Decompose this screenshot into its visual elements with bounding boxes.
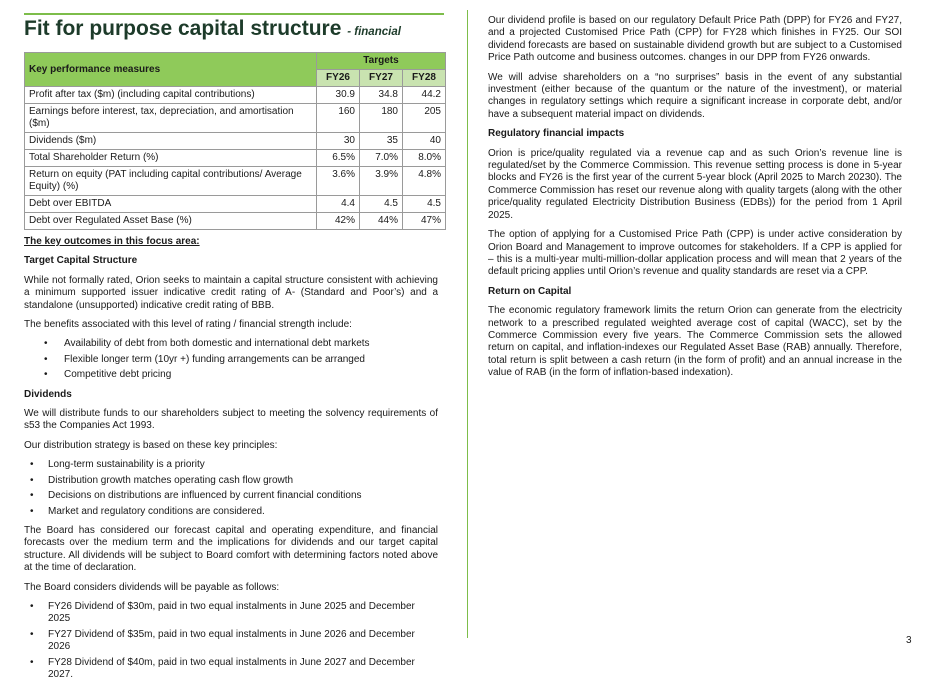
- cell-value: 42%: [317, 213, 360, 230]
- header-year: FY28: [403, 70, 446, 87]
- key-outcomes-heading: The key outcomes in this focus area:: [24, 236, 200, 247]
- cell-value: 8.0%: [403, 150, 446, 167]
- cell-value: 205: [403, 104, 446, 133]
- cell-value: 4.4: [317, 196, 360, 213]
- paragraph: While not formally rated, Orion seeks to maintain a capital structure consistent with achieving a minimum supported issuer indicative credit rating of A- (Standard and Poor’s) and a standalone (unsupported) indicative credit rating of BBB.: [24, 274, 438, 311]
- page-title: [24, 17, 401, 41]
- list-item: • Decisions on distributions are influenced by current financial conditions: [24, 490, 438, 502]
- row-label: Profit after tax ($m) (including capital contributions): [25, 87, 317, 104]
- header-measures: Key performance measures: [25, 53, 317, 87]
- cell-value: 4.8%: [403, 167, 446, 196]
- list-item: • FY26 Dividend of $30m, paid in two equal instalments in June 2025 and December 2025: [24, 601, 438, 626]
- header-targets: Targets: [317, 53, 446, 70]
- cell-value: 30.9: [317, 87, 360, 104]
- row-label: Total Shareholder Return (%): [25, 150, 317, 167]
- row-label: Earnings before interest, tax, depreciation, and amortisation ($m): [25, 104, 317, 133]
- table-row: [25, 150, 446, 167]
- benefits-list: [24, 338, 438, 381]
- cell-value: 4.5: [403, 196, 446, 213]
- row-label: Debt over EBITDA: [25, 196, 317, 213]
- cell-value: 44.2: [403, 87, 446, 104]
- kpi-table: [24, 52, 446, 230]
- table-row: [25, 167, 446, 196]
- section-heading: Return on Capital: [488, 285, 572, 297]
- cell-value: 3.9%: [360, 167, 403, 196]
- section-heading: Regulatory financial impacts: [488, 128, 625, 140]
- paragraph: Orion is price/quality regulated via a revenue cap and as such Orion’s revenue line is regulated/set by the Commerce Commission. This revenue setting process is done in 5-year blocks and FY26 is the first year of the current 5-year block (April 2025 to March 20230). The Commerce Commission has reset our revenue along with quality targets (along with the other price/quality regulated Electricity Distribution Business (EDBs)) for the period from 1 April 2025.: [488, 147, 902, 221]
- title-subtitle: - financial: [347, 26, 401, 38]
- table-row: [25, 104, 446, 133]
- header-year: FY27: [360, 70, 403, 87]
- paragraph: The Board has considered our forecast capital and operating expenditure, and financial forecasts over the medium term and the implications for dividends and our target capital structure. All dividends will be subject to Board comfort with determining factors noted above at the time of declaration.: [24, 524, 438, 574]
- row-label: Dividends ($m): [25, 133, 317, 150]
- list-item: • Flexible longer term (10yr +) funding arrangements can be arranged: [24, 354, 438, 366]
- paragraph: The economic regulatory framework limits the return Orion can generate from the electricity network to a prescribed regulated weighted average cost of capital (WACC), set by the Commerce Commission every five years. The Commerce Commission sets the allowed return on capital, and inflation-indexes our Regulated Asset Base (RAB) annually. Therefore, total return is split between a cash return (in the form of profit) and an annual increase in the value of RAB (in the form of inflation-based indexation).: [488, 305, 902, 379]
- paragraph: The Board considers dividends will be payable as follows:: [24, 581, 280, 593]
- dividends-list: [24, 601, 438, 681]
- paragraph: We will distribute funds to our shareholders subject to meeting the solvency requirements of s53 the Companies Act 1993.: [24, 408, 438, 432]
- principles-list: [24, 459, 438, 518]
- list-item: • FY28 Dividend of $40m, paid in two equal instalments in June 2027 and December 2027.: [24, 657, 438, 682]
- list-item: • FY27 Dividend of $35m, paid in two equal instalments in June 2026 and December 2026: [24, 629, 438, 654]
- header-year: FY26: [317, 70, 360, 87]
- table-row: [25, 196, 446, 213]
- row-label: Debt over Regulated Asset Base (%): [25, 213, 317, 230]
- table-header-row: [25, 53, 446, 70]
- cell-value: 30: [317, 133, 360, 150]
- cell-value: 47%: [403, 213, 446, 230]
- list-item: • Market and regulatory conditions are considered.: [24, 506, 438, 518]
- paragraph: Our dividend profile is based on our regulatory Default Price Path (DPP) for FY26 and FY27, and a projected Customised Price Path (CPP) for FY28 which finishes in FY25. Our SOI dividend forecasts are based on sustainable dividend growth but are subject to a Customised Price Path outcome and business outcomes. changes in our DPP from FY26 onwards.: [488, 15, 902, 64]
- table-row: [25, 87, 446, 104]
- row-label: Return on equity (PAT including capital contributions/ Average Equity) (%): [25, 167, 317, 196]
- cell-value: 4.5: [360, 196, 403, 213]
- cell-value: 40: [403, 133, 446, 150]
- paragraph: We will advise shareholders on a “no surprises” basis in the event of any substantial investment (either because of the quantum or the nature of the investment), or material changes in regulatory settings which require a significant increase in corporate debt, and/or have a subsequent material impact on dividends.: [488, 71, 902, 120]
- list-item: • Long-term sustainability is a priority: [24, 459, 438, 471]
- right-column: [488, 15, 902, 387]
- table-row: [25, 213, 446, 230]
- section-heading: Dividends: [24, 388, 72, 400]
- cell-value: 3.6%: [317, 167, 360, 196]
- paragraph: The option of applying for a Customised Price Path (CPP) is under active consideration by Orion Board and Management to improve outcomes for stakeholders. If a CPP is applied for – this is a multi-year multi-million-dollar application process and will mean that 2 years of the default pricing applies until Orion’s revenue and quality standards are reset via a CPP.: [488, 229, 902, 278]
- column-divider: [467, 10, 468, 638]
- table-row: [25, 133, 446, 150]
- section-heading: Target Capital Structure: [24, 255, 138, 267]
- cell-value: 180: [360, 104, 403, 133]
- cell-value: 35: [360, 133, 403, 150]
- left-column: [24, 236, 438, 688]
- list-item: • Availability of debt from both domestic and international debt markets: [24, 338, 438, 350]
- paragraph: The benefits associated with this level of rating / financial strength include:: [24, 319, 352, 331]
- paragraph: Our distribution strategy is based on these key principles:: [24, 439, 278, 451]
- list-item: • Distribution growth matches operating cash flow growth: [24, 475, 438, 487]
- page-number: 3: [906, 635, 912, 646]
- cell-value: 6.5%: [317, 150, 360, 167]
- top-rule: [24, 13, 444, 15]
- title-text: Fit for purpose capital structure: [24, 17, 342, 40]
- cell-value: 34.8: [360, 87, 403, 104]
- cell-value: 44%: [360, 213, 403, 230]
- list-item: • Competitive debt pricing: [24, 369, 438, 381]
- cell-value: 160: [317, 104, 360, 133]
- cell-value: 7.0%: [360, 150, 403, 167]
